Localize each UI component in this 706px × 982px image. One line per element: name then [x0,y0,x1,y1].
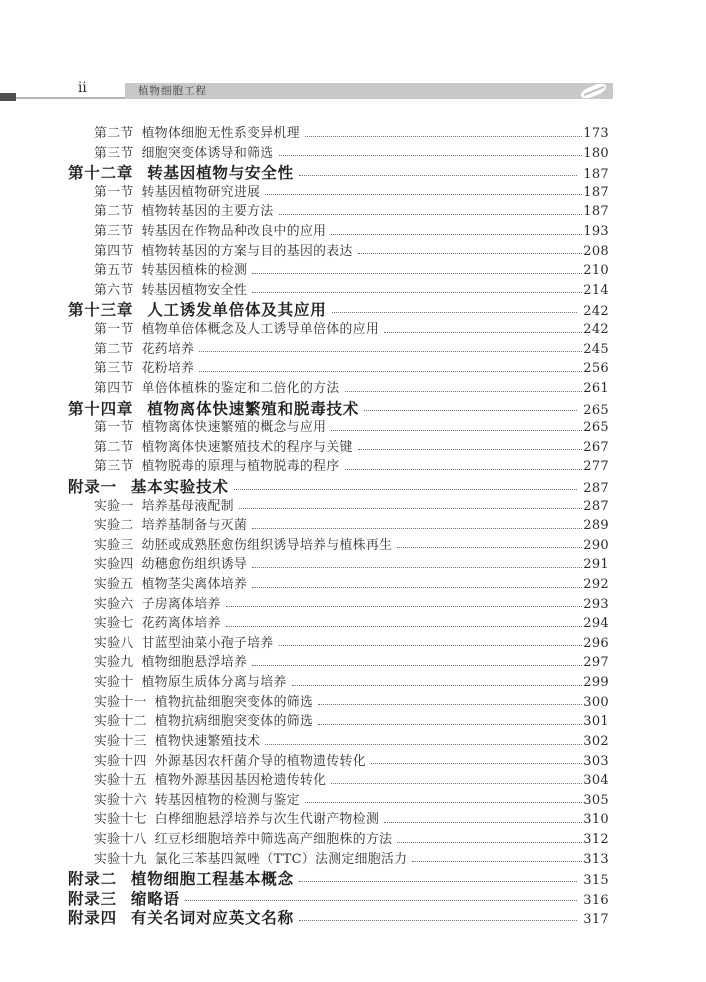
toc-entry-title: 植物离体快速繁殖技术的程序与关键 [141,439,353,455]
dot-leader [299,881,577,882]
dot-leader [252,567,582,568]
toc-entry-page: 317 [583,912,609,928]
toc-entry-title: 植物单倍体概念及人工诱导单倍体的应用 [141,322,380,338]
toc-entry-title: 转基因植物安全性 [141,282,248,298]
toc-entry-label: 实验十七 [94,812,147,828]
dot-leader [299,175,577,176]
toc-entry-page: 299 [583,675,609,691]
toc-entry-label: 第三节 [94,145,134,161]
toc-entry-title: 单倍体植株的鉴定和二倍化的方法 [141,380,340,396]
toc-entry [68,298,609,318]
toc-entry-title: 植物原生质体分离与培养 [141,675,287,691]
dot-leader [252,292,582,293]
toc-entry-title: 甘蓝型油菜小孢子培养 [141,635,274,651]
dot-leader [331,430,582,431]
toc-entry-label: 第二节 [94,126,134,141]
dot-leader [384,332,582,333]
toc-entry-title: 植物转基因的方案与目的基因的表达 [141,243,353,259]
toc-entry-label: 实验十八 [94,831,147,847]
toc-entry-label: 第三节 [94,224,134,240]
toc-entry [68,495,609,515]
toc-entry-title: 植物转基因的主要方法 [141,204,274,220]
dot-leader [234,489,578,490]
toc-entry [68,867,609,887]
toc-entry [68,828,609,848]
toc-entry-title: 花粉培养 [141,361,195,377]
toc-entry-page: 305 [583,792,609,808]
toc-entry-label: 实验四 [94,557,134,573]
toc-entry [68,789,609,809]
dot-leader [358,449,583,450]
toc-entry-page: 297 [583,655,609,671]
toc-entry-label: 实验一 [94,498,134,514]
toc-entry-title: 花药离体培养 [141,616,221,632]
toc-entry [68,318,609,338]
dot-leader [371,763,582,764]
toc-entry-label: 实验十一 [94,694,147,710]
dot-leader [318,724,582,725]
toc-entry-label: 实验十九 [94,851,147,867]
toc-entry [68,887,609,907]
toc-entry-label: 附录三 [68,888,117,908]
toc-entry-page: 315 [583,873,609,889]
toc-entry-page: 187 [583,184,609,200]
dot-leader [252,665,582,666]
toc-entry-page: 290 [583,537,609,553]
toc-entry-title: 氯化三苯基四氮唑（TTC）法测定细胞活力 [154,851,408,867]
toc-entry-page: 296 [583,635,609,651]
toc-entry [68,357,609,377]
dot-leader [279,214,583,215]
toc-entry-label: 实验五 [94,577,134,593]
toc-entry [68,279,609,299]
toc-entry-label: 第三节 [94,361,134,377]
toc-entry-label: 实验七 [94,616,134,632]
toc-entry-page: 294 [583,616,609,632]
toc-entry [68,769,609,789]
dot-leader [331,783,582,784]
dot-leader [345,469,583,470]
toc-entry [68,338,609,358]
toc-entry-page: 293 [583,596,609,612]
toc-entry [68,397,609,417]
toc-entry-label: 第二节 [94,439,134,455]
toc-entry-label: 实验九 [94,655,134,671]
toc-entry-page: 277 [583,459,609,475]
toc-entry-title: 人工诱发单倍体及其应用 [147,300,327,320]
toc-entry-label: 第六节 [94,282,134,298]
header-tick [0,93,16,101]
toc-entry-label: 实验三 [94,537,134,553]
toc-entry-page: 301 [583,714,609,730]
dot-leader [305,136,582,137]
toc-entry [68,122,609,142]
toc-entry-label: 第五节 [94,263,134,279]
toc-entry-title: 基本实验技术 [130,476,229,496]
toc-entry-page: 193 [583,224,609,240]
toc-entry [68,553,609,573]
toc-entry-page: 304 [583,773,609,789]
dot-leader [397,547,582,548]
toc-entry-title: 转基因植物与安全性 [147,163,294,183]
toc-entry [68,671,609,691]
toc-entry [68,710,609,730]
toc-entry [68,573,609,593]
toc-entry-label: 第十四章 [68,398,134,418]
folio-page-number: ii [78,80,87,96]
toc-entry-label: 第十二章 [68,163,134,183]
toc-entry-label: 实验十二 [94,714,147,730]
toc-entry [68,632,609,652]
toc-entry-page: 180 [583,145,609,161]
toc-entry-title: 植物快速繁殖技术 [154,733,261,749]
toc-entry-title: 转基因植物的检测与鉴定 [154,792,300,808]
toc-entry-title: 转基因在作物品种改良中的应用 [141,224,327,240]
toc-entry-title: 转基因植物研究进展 [141,184,261,200]
toc-entry-page: 261 [583,380,609,396]
toc-entry [68,514,609,534]
toc-entry-title: 植物茎尖离体培养 [141,577,248,593]
toc-entry-title: 子房离体培养 [141,596,221,612]
toc-entry [68,848,609,868]
toc-entry-label: 第一节 [94,420,134,436]
toc-entry-label: 第二节 [94,341,134,357]
toc-entry-page: 187 [583,204,609,220]
dot-leader [331,234,582,235]
dot-leader [265,744,582,745]
dot-leader [199,351,582,352]
dot-leader [265,194,582,195]
toc-entry-page: 287 [583,480,609,496]
toc-entry [68,181,609,201]
toc-entry-title: 白桦细胞悬浮培养与次生代谢产物检测 [154,812,380,828]
toc-entry-page: 242 [583,304,609,320]
toc-entry [68,808,609,828]
toc-entry-page: 300 [583,694,609,710]
toc-entry [68,612,609,632]
toc-entry-title: 细胞突变体诱导和筛选 [141,145,274,161]
toc-entry-title: 培养基制备与灭菌 [141,518,248,534]
leaf-swoosh-icon [575,83,611,99]
dot-leader [279,155,583,156]
toc-entry-label: 第一节 [94,184,134,200]
toc-entry-page: 214 [583,282,609,298]
dot-leader [305,802,582,803]
toc-entry [68,730,609,750]
header-rule [0,97,125,99]
toc-entry-page: 245 [583,341,609,357]
toc-entry-label: 第十三章 [68,300,134,320]
toc-entry-label: 第四节 [94,380,134,396]
toc-entry-title: 植物抗病细胞突变体的筛选 [154,714,314,730]
toc-entry-page: 173 [583,126,609,141]
toc-entry-title: 植物外源基因基因枪遗传转化 [154,773,327,789]
toc-entry-label: 附录一 [68,476,117,496]
dot-leader [397,842,582,843]
toc-entry-page: 302 [583,733,609,749]
toc-entry-title: 幼胚或成熟胚愈伤组织诱导培养与植株再生 [141,537,393,553]
toc-entry-title: 植物细胞工程基本概念 [130,869,294,889]
dot-leader [345,391,583,392]
toc-entry [68,377,609,397]
toc-entry-label: 实验八 [94,635,134,651]
toc-entry-page: 292 [583,577,609,593]
toc-entry [68,651,609,671]
toc-entry-page: 265 [583,402,609,418]
toc-entry-page: 287 [583,498,609,514]
toc-entry-title: 缩略语 [130,888,180,908]
dot-leader [292,685,583,686]
toc-entry [68,534,609,554]
toc-entry-page: 187 [583,167,609,183]
dot-leader [299,920,577,921]
dot-leader [239,508,582,509]
toc-entry-page: 289 [583,518,609,534]
toc-entry-page: 208 [583,243,609,259]
dot-leader [358,253,583,254]
toc-entry [68,240,609,260]
toc-entry-page: 310 [583,812,609,828]
toc-entry-label: 实验十 [94,675,134,691]
toc-entry [68,691,609,711]
toc-entry-title: 植物离体快速繁殖的概念与应用 [141,420,327,436]
toc-entry-title: 植物脱毒的原理与植物脱毒的程序 [141,459,340,475]
toc-entry-title: 植物离体快速繁殖和脱毒技术 [147,398,360,418]
toc-entry-page: 267 [583,439,609,455]
toc-entry-title: 花药培养 [141,341,195,357]
toc-entry-title: 植物细胞悬浮培养 [141,655,248,671]
toc-entry-title: 幼穗愈伤组织诱导 [141,557,248,573]
toc-entry-title: 培养基母液配制 [141,498,234,514]
toc-entry [68,161,609,181]
toc-entry-title: 红豆杉细胞培养中筛选高产细胞株的方法 [154,831,393,847]
toc-entry [68,416,609,436]
toc-entry-title: 有关名词对应英文名称 [130,908,294,928]
running-header-title: 植物细胞工程 [138,85,207,97]
toc-entry-page: 265 [583,420,609,436]
toc-entry-label: 第四节 [94,243,134,259]
dot-leader [252,273,582,274]
toc-entry-page: 242 [583,322,609,338]
running-header-bar [125,83,613,99]
toc-entry [68,259,609,279]
toc-entry-label: 实验十四 [94,753,147,769]
dot-leader [226,606,583,607]
toc-entry-page: 210 [583,263,609,279]
dot-leader [252,587,582,588]
toc-entry-title: 转基因植株的检测 [141,263,248,279]
toc-entry-label: 实验十五 [94,773,147,789]
dot-leader [199,371,582,372]
dot-leader [332,312,578,313]
dot-leader [384,822,582,823]
toc-entry-page: 312 [583,831,609,847]
toc-entry-page: 303 [583,753,609,769]
toc-entry [68,750,609,770]
toc-entry [68,455,609,475]
dot-leader [364,410,577,411]
toc-entry [68,142,609,162]
toc-entry-label: 实验六 [94,596,134,612]
toc-entry [68,906,609,926]
table-of-contents [68,122,609,926]
toc-entry-label: 第一节 [94,322,134,338]
toc-entry-label: 实验十三 [94,733,147,749]
toc-entry-title: 植物体细胞无性系变异机理 [141,126,300,141]
toc-entry-title: 外源基因农杆菌介导的植物遗传转化 [154,753,366,769]
dot-leader [318,704,582,705]
toc-entry-label: 实验二 [94,518,134,534]
toc-entry-label: 附录四 [68,908,117,928]
toc-entry-label: 第三节 [94,459,134,475]
toc-entry [68,220,609,240]
toc-entry [68,436,609,456]
dot-leader [279,645,583,646]
dot-leader [185,900,577,901]
toc-entry-page: 313 [583,851,609,867]
toc-entry [68,200,609,220]
dot-leader [412,861,582,862]
dot-leader [226,626,583,627]
toc-entry-page: 316 [583,892,609,908]
toc-entry [68,593,609,613]
dot-leader [252,528,582,529]
toc-entry-label: 实验十六 [94,792,147,808]
toc-entry-page: 256 [583,361,609,377]
toc-entry [68,475,609,495]
toc-entry-label: 附录二 [68,869,117,889]
toc-entry-title: 植物抗盐细胞突变体的筛选 [154,694,314,710]
toc-entry-label: 第二节 [94,204,134,220]
toc-entry-page: 291 [583,557,609,573]
